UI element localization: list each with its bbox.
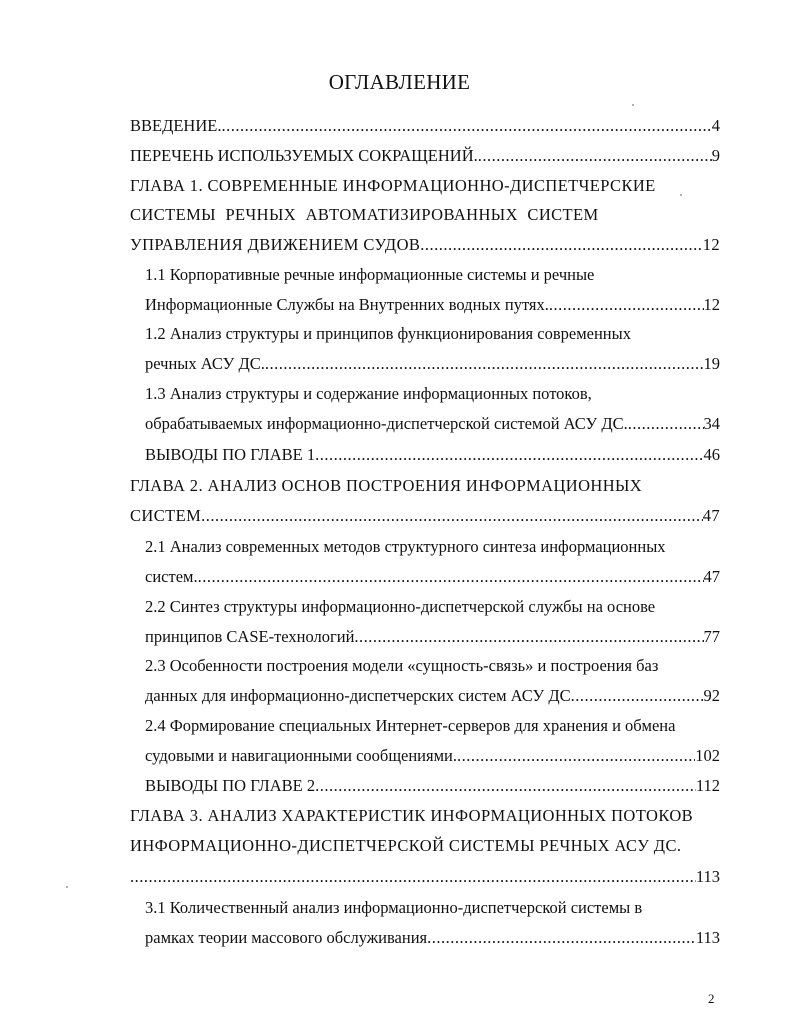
toc-page-number: 9 [711,146,720,165]
toc-entry [145,926,720,950]
toc-page-number: 4 [711,116,720,135]
toc-entry [130,114,720,138]
dot-leader [427,926,696,950]
dot-leader [265,352,704,376]
toc-entry-text: СИСТЕМ. [130,506,206,525]
toc-entry-text: 2.1 Анализ современных методов структурного синтеза информационных [145,537,666,556]
toc-entry-text: рамках теории массового обслуживания [145,928,428,947]
toc-entry [145,263,720,287]
toc-page-number: 12 [702,235,720,254]
toc-entry-text: судовыми и навигационными сообщениями. [145,746,458,765]
toc-entry [145,382,720,406]
scan-speck [680,194,682,196]
dot-leader [549,293,704,317]
toc-entry-text: УПРАВЛЕНИЯ ДВИЖЕНИЕМ СУДОВ. [130,235,425,254]
toc-entry [145,412,720,436]
dot-leader [315,443,703,467]
toc-page-number: 77 [703,627,720,646]
toc-entry-text: ВЫВОДЫ ПО ГЛАВЕ 1 [145,445,316,464]
toc-entry [145,714,720,738]
dot-leader [198,565,704,589]
toc-entry [130,233,720,257]
dot-leader [571,684,704,708]
scan-speck [632,104,634,106]
dot-leader [457,744,695,768]
toc-entry [145,535,720,559]
toc-entry [145,896,720,920]
toc-entry-text: ГЛАВА 3. АНАЛИЗ ХАРАКТЕРИСТИК ИНФОРМАЦИОННЫХ ПОТОКОВ [130,806,694,825]
toc-page-number: 12 [703,295,720,314]
page-title: ОГЛАВЛЕНИЕ [328,70,471,94]
toc-entry-text: Информационные Службы на Внутренних водных путях. [145,295,549,314]
dot-leader [354,625,703,649]
scan-speck [66,886,68,888]
dot-leader [130,865,696,889]
page-number: 2 [708,991,715,1006]
toc-entry [145,595,720,619]
toc-entry-text: ГЛАВА 2. АНАЛИЗ ОСНОВ ПОСТРОЕНИЯ ИНФОРМАЦИОННЫХ [130,476,643,495]
toc-entry-text: обрабатываемых информационно-диспетчерской системой АСУ ДС. [145,414,628,433]
toc-page-number: 46 [703,445,720,464]
toc-entry-text: речных АСУ ДС. [145,354,265,373]
dot-leader [628,412,704,436]
toc-entry [130,834,720,858]
toc-page-number: 19 [703,354,720,373]
toc-entry-text: 1.3 Анализ структуры и содержание информационных потоков, [145,384,592,403]
dot-leader [315,774,696,798]
toc-entry [145,443,720,467]
toc-entry [130,504,720,528]
toc-page-number: 92 [703,686,720,705]
toc-entry-text: ИНФОРМАЦИОННО-ДИСПЕТЧЕРСКОЙ СИСТЕМЫ РЕЧНЫХ АСУ ДС. [130,836,682,855]
toc-page-number: 47 [703,567,720,586]
toc-entry [130,144,720,168]
toc-entry [130,474,720,498]
dot-leader [425,233,703,257]
toc-page-number: 112 [695,776,720,795]
toc-entry-text: данных для информационно-диспетчерских систем АСУ ДС [145,686,571,705]
dot-leader [478,144,712,168]
toc-entry-text: ГЛАВА 1. СОВРЕМЕННЫЕ ИНФОРМАЦИОННО-ДИСПЕТЧЕРСКИЕ [130,176,656,195]
toc-entry [145,625,720,649]
toc-entry [145,774,720,798]
toc-page-number: 113 [695,867,720,886]
toc-entry [145,744,720,768]
toc-page-number: 113 [695,928,720,947]
toc-entry-text: принципов CASE-технологий [145,627,355,646]
toc-entry-text: систем. [145,567,198,586]
toc-entry [130,804,720,828]
dot-leader [206,504,703,528]
toc-entry [130,865,720,889]
toc-page-number: 47 [702,506,720,525]
toc-entry [130,203,720,227]
toc-entry [145,352,720,376]
toc-entry-text: ВЫВОДЫ ПО ГЛАВЕ 2 [145,776,316,795]
toc-entry-text: ПЕРЕЧЕНЬ ИСПОЛЬЗУЕМЫХ СОКРАЩЕНИЙ. [130,146,478,165]
toc-entry-text: СИСТЕМЫ РЕЧНЫХ АВТОМАТИЗИРОВАННЫХ СИСТЕМ [130,205,599,224]
toc-entry-text: 1.1 Корпоративные речные информационные системы и речные [145,265,595,284]
toc-entry-text: 2.3 Особенности построения модели «сущность-связь» и построения баз [145,656,659,675]
toc-entry-text: ВВЕДЕНИЕ. [130,116,222,135]
toc-entry [130,174,720,198]
toc-page-number: 102 [695,746,720,765]
toc-entry [145,322,720,346]
dot-leader [221,114,711,138]
toc-entry [145,684,720,708]
toc-entry [145,565,720,589]
toc-entry-text: 1.2 Анализ структуры и принципов функционирования современных [145,324,631,343]
toc-entry-text: 2.2 Синтез структуры информационно-диспетчерской службы на основе [145,597,656,616]
toc-entry-text: 3.1 Количественный анализ информационно-диспетчерской системы в [145,898,643,917]
toc-entry [145,654,720,678]
toc-entry [145,293,720,317]
toc-page-number: 34 [703,414,720,433]
toc-entry-text: 2.4 Формирование специальных Интернет-серверов для хранения и обмена [145,716,676,735]
